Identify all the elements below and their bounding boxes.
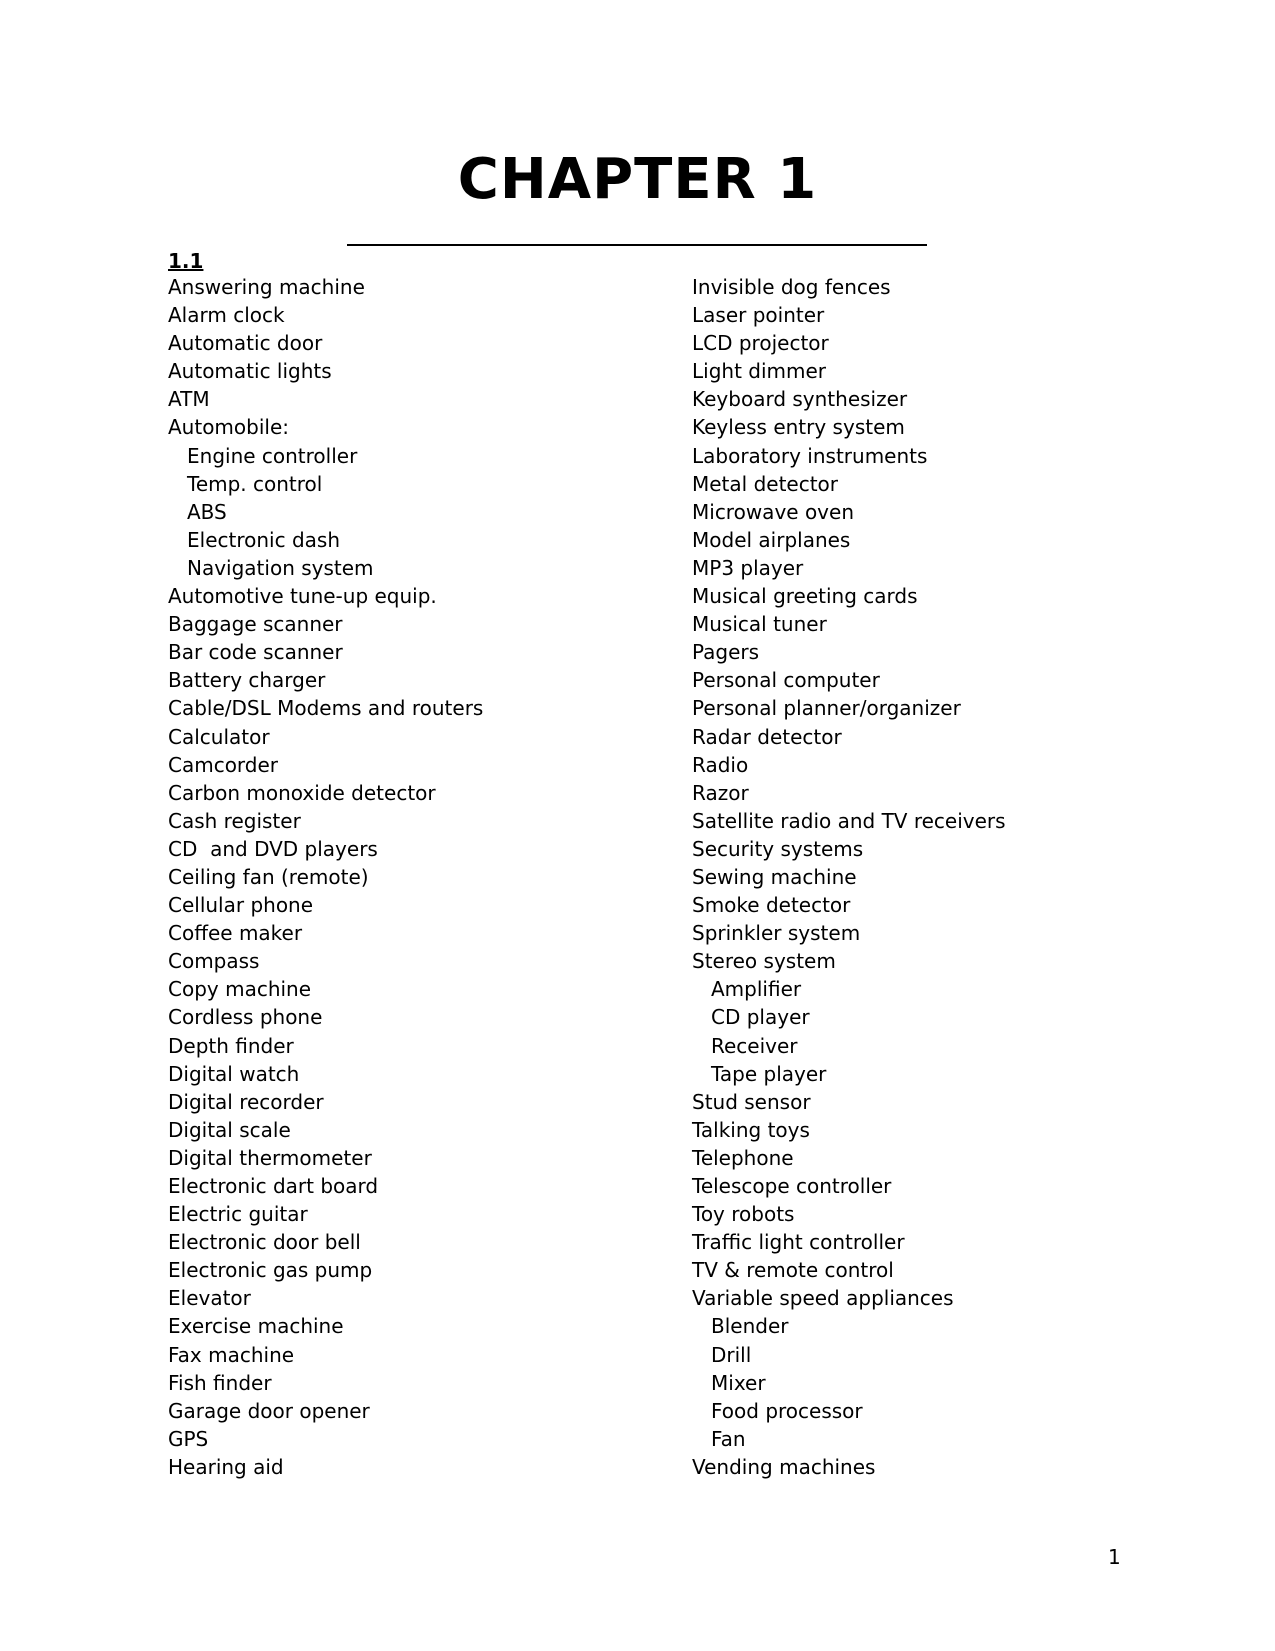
- list-subitem: CD player: [711, 1005, 810, 1030]
- list-item: Fish finder: [168, 1370, 272, 1395]
- list-item: Carbon monoxide detector: [168, 780, 436, 805]
- list-item: Variable speed appliances: [692, 1286, 954, 1311]
- list-subitem: Mixer: [711, 1370, 766, 1395]
- list-subitem: Tape player: [711, 1061, 827, 1086]
- device-list-left: [168, 273, 483, 1481]
- list-item: Musical greeting cards: [692, 584, 918, 609]
- list-item: Cable/DSL Modems and routers: [168, 696, 484, 721]
- list-subitem: Drill: [711, 1342, 752, 1367]
- list-item: Laser pointer: [692, 303, 825, 328]
- list-item: Elevator: [168, 1286, 251, 1311]
- list-item: Cordless phone: [168, 1005, 323, 1030]
- list-item: GPS: [168, 1426, 209, 1451]
- list-item: Digital watch: [168, 1061, 300, 1086]
- list-item: Personal computer: [692, 668, 880, 693]
- list-item: Stud sensor: [692, 1089, 811, 1114]
- list-item: Musical tuner: [692, 612, 827, 637]
- list-item: Security systems: [692, 836, 864, 861]
- list-item: Traffic light controller: [692, 1230, 905, 1255]
- chapter-title: CHAPTER 1: [457, 147, 818, 212]
- page-number: 1: [1108, 1545, 1121, 1569]
- list-item: LCD projector: [692, 331, 829, 356]
- list-item: Personal planner/organizer: [692, 696, 961, 721]
- list-subitem: Fan: [711, 1426, 746, 1451]
- list-item: Fax machine: [168, 1342, 295, 1367]
- list-item: Calculator: [168, 724, 270, 749]
- list-item: Hearing aid: [168, 1454, 284, 1479]
- list-item: Razor: [692, 780, 749, 805]
- list-item: Radar detector: [692, 724, 842, 749]
- list-item: Automobile:: [168, 415, 290, 440]
- device-list-right: [692, 273, 1006, 1481]
- list-item: Toy robots: [692, 1202, 795, 1227]
- list-subitem: Food processor: [711, 1398, 863, 1423]
- list-item: Bar code scanner: [168, 640, 343, 665]
- list-item: Digital scale: [168, 1117, 291, 1142]
- list-item: Keyboard synthesizer: [692, 387, 908, 412]
- list-item: Electric guitar: [168, 1202, 308, 1227]
- list-item: Pagers: [692, 640, 760, 665]
- list-item: Stereo system: [692, 949, 836, 974]
- list-subitem: Navigation system: [187, 555, 374, 580]
- list-item: Battery charger: [168, 668, 326, 693]
- list-item: Electronic door bell: [168, 1230, 361, 1255]
- list-item: Automatic door: [168, 331, 323, 356]
- list-item: Microwave oven: [692, 499, 854, 524]
- list-item: Laboratory instruments: [692, 443, 928, 468]
- list-item: Cellular phone: [168, 893, 314, 918]
- list-item: Answering machine: [168, 275, 365, 299]
- list-subitem: Receiver: [711, 1033, 798, 1058]
- list-item: Satellite radio and TV receivers: [692, 808, 1006, 833]
- section-number: 1.1: [168, 249, 204, 273]
- list-item: Light dimmer: [692, 359, 827, 384]
- list-subitem: Blender: [711, 1314, 789, 1339]
- list-item: Cash register: [168, 808, 301, 833]
- list-item: Exercise machine: [168, 1314, 344, 1339]
- list-item: Camcorder: [168, 752, 279, 777]
- list-item: Telephone: [692, 1145, 794, 1170]
- list-item: Digital thermometer: [168, 1145, 372, 1170]
- list-item: Alarm clock: [168, 303, 285, 328]
- list-item: Garage door opener: [168, 1398, 370, 1423]
- list-item: TV & remote control: [692, 1258, 894, 1283]
- list-item: Electronic gas pump: [168, 1258, 373, 1283]
- list-item: Compass: [168, 949, 260, 974]
- list-item: Vending machines: [692, 1454, 876, 1479]
- title-divider: [347, 244, 927, 246]
- list-item: Depth finder: [168, 1033, 294, 1058]
- list-item: CD and DVD players: [168, 836, 378, 861]
- list-subitem: Temp. control: [187, 471, 323, 496]
- list-subitem: ABS: [187, 499, 227, 524]
- list-item: Copy machine: [168, 977, 312, 1002]
- list-item: Radio: [692, 752, 749, 777]
- list-item: Sewing machine: [692, 864, 857, 889]
- list-item: Automotive tune-up equip.: [168, 584, 437, 609]
- list-item: Metal detector: [692, 471, 839, 496]
- list-item: MP3 player: [692, 555, 804, 580]
- list-item: Baggage scanner: [168, 612, 343, 637]
- list-item: Sprinkler system: [692, 921, 861, 946]
- list-item: Telescope controller: [692, 1174, 892, 1198]
- list-item: Invisible dog fences: [692, 275, 891, 299]
- list-subitem: Engine controller: [187, 443, 358, 468]
- list-item: Automatic lights: [168, 359, 332, 384]
- list-item: Electronic dart board: [168, 1174, 379, 1198]
- list-item: Ceiling fan (remote): [168, 864, 369, 889]
- list-item: Talking toys: [692, 1117, 810, 1142]
- list-item: ATM: [168, 387, 210, 412]
- list-item: Model airplanes: [692, 527, 851, 552]
- list-subitem: Electronic dash: [187, 527, 340, 552]
- list-subitem: Amplifier: [711, 977, 802, 1002]
- list-item: Digital recorder: [168, 1089, 324, 1114]
- list-item: Smoke detector: [692, 893, 851, 918]
- list-item: Keyless entry system: [692, 415, 905, 440]
- list-item: Coffee maker: [168, 921, 303, 946]
